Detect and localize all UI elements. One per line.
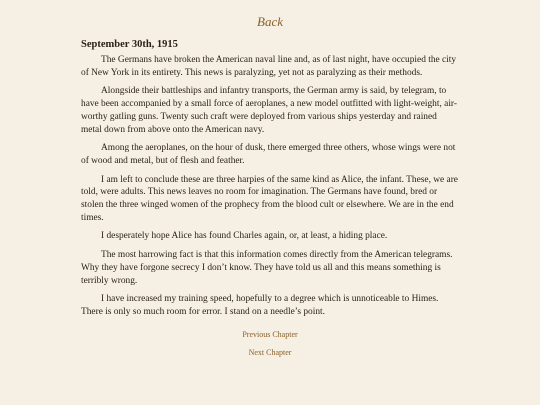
entry-paragraph: I am left to conclude these are three harpies of the same kind as Alice, the infant. These, we are told, were adults. This news leaves no room for imagination. The Germans have found, bred or stolen the three winged women of the prophecy from the blood cult or elsewhere. We are in the end times.	[81, 174, 458, 223]
entry-paragraph: I have increased my training speed, hopefully to a degree which is unnoticeable to Himes. There is only so much room for error. I stand on a needle’s point.	[81, 294, 439, 317]
journal-entry	[81, 38, 459, 325]
entry-paragraph: The Germans have broken the American naval line and, as of last night, have occupied the city of New York in its entirety. This news is paralyzing, yet not as paralyzing as their methods.	[81, 55, 457, 78]
entry-paragraph: Alongside their battleships and infantry transports, the German army is said, by telegram, to have been accompanied by a small force of aeroplanes, a new model outfitted with light-weight, air-worthy gatling guns. Twenty such craft were deployed from various ships yesterday and rained metal down from above onto the American navy.	[81, 86, 457, 135]
entry-paragraph: Among the aeroplanes, on the hour of dusk, there emerged three others, whose wings were not of wood and metal, but of flesh and feather.	[81, 143, 456, 166]
previous-chapter-link[interactable]: Previous Chapter	[242, 330, 298, 339]
entry-paragraph: I desperately hope Alice has found Charles again, or, at least, a hiding place.	[101, 231, 388, 242]
entry-paragraph: The most harrowing fact is that this information comes directly from the American telegrams. Why they have forgone secrecy I don’t know. They have told us all and this means something is terribly wrong.	[81, 250, 453, 286]
next-chapter-link[interactable]: Next Chapter	[248, 348, 292, 357]
back-link[interactable]: Back	[257, 14, 283, 29]
entry-date: September 30th, 1915	[81, 39, 178, 50]
